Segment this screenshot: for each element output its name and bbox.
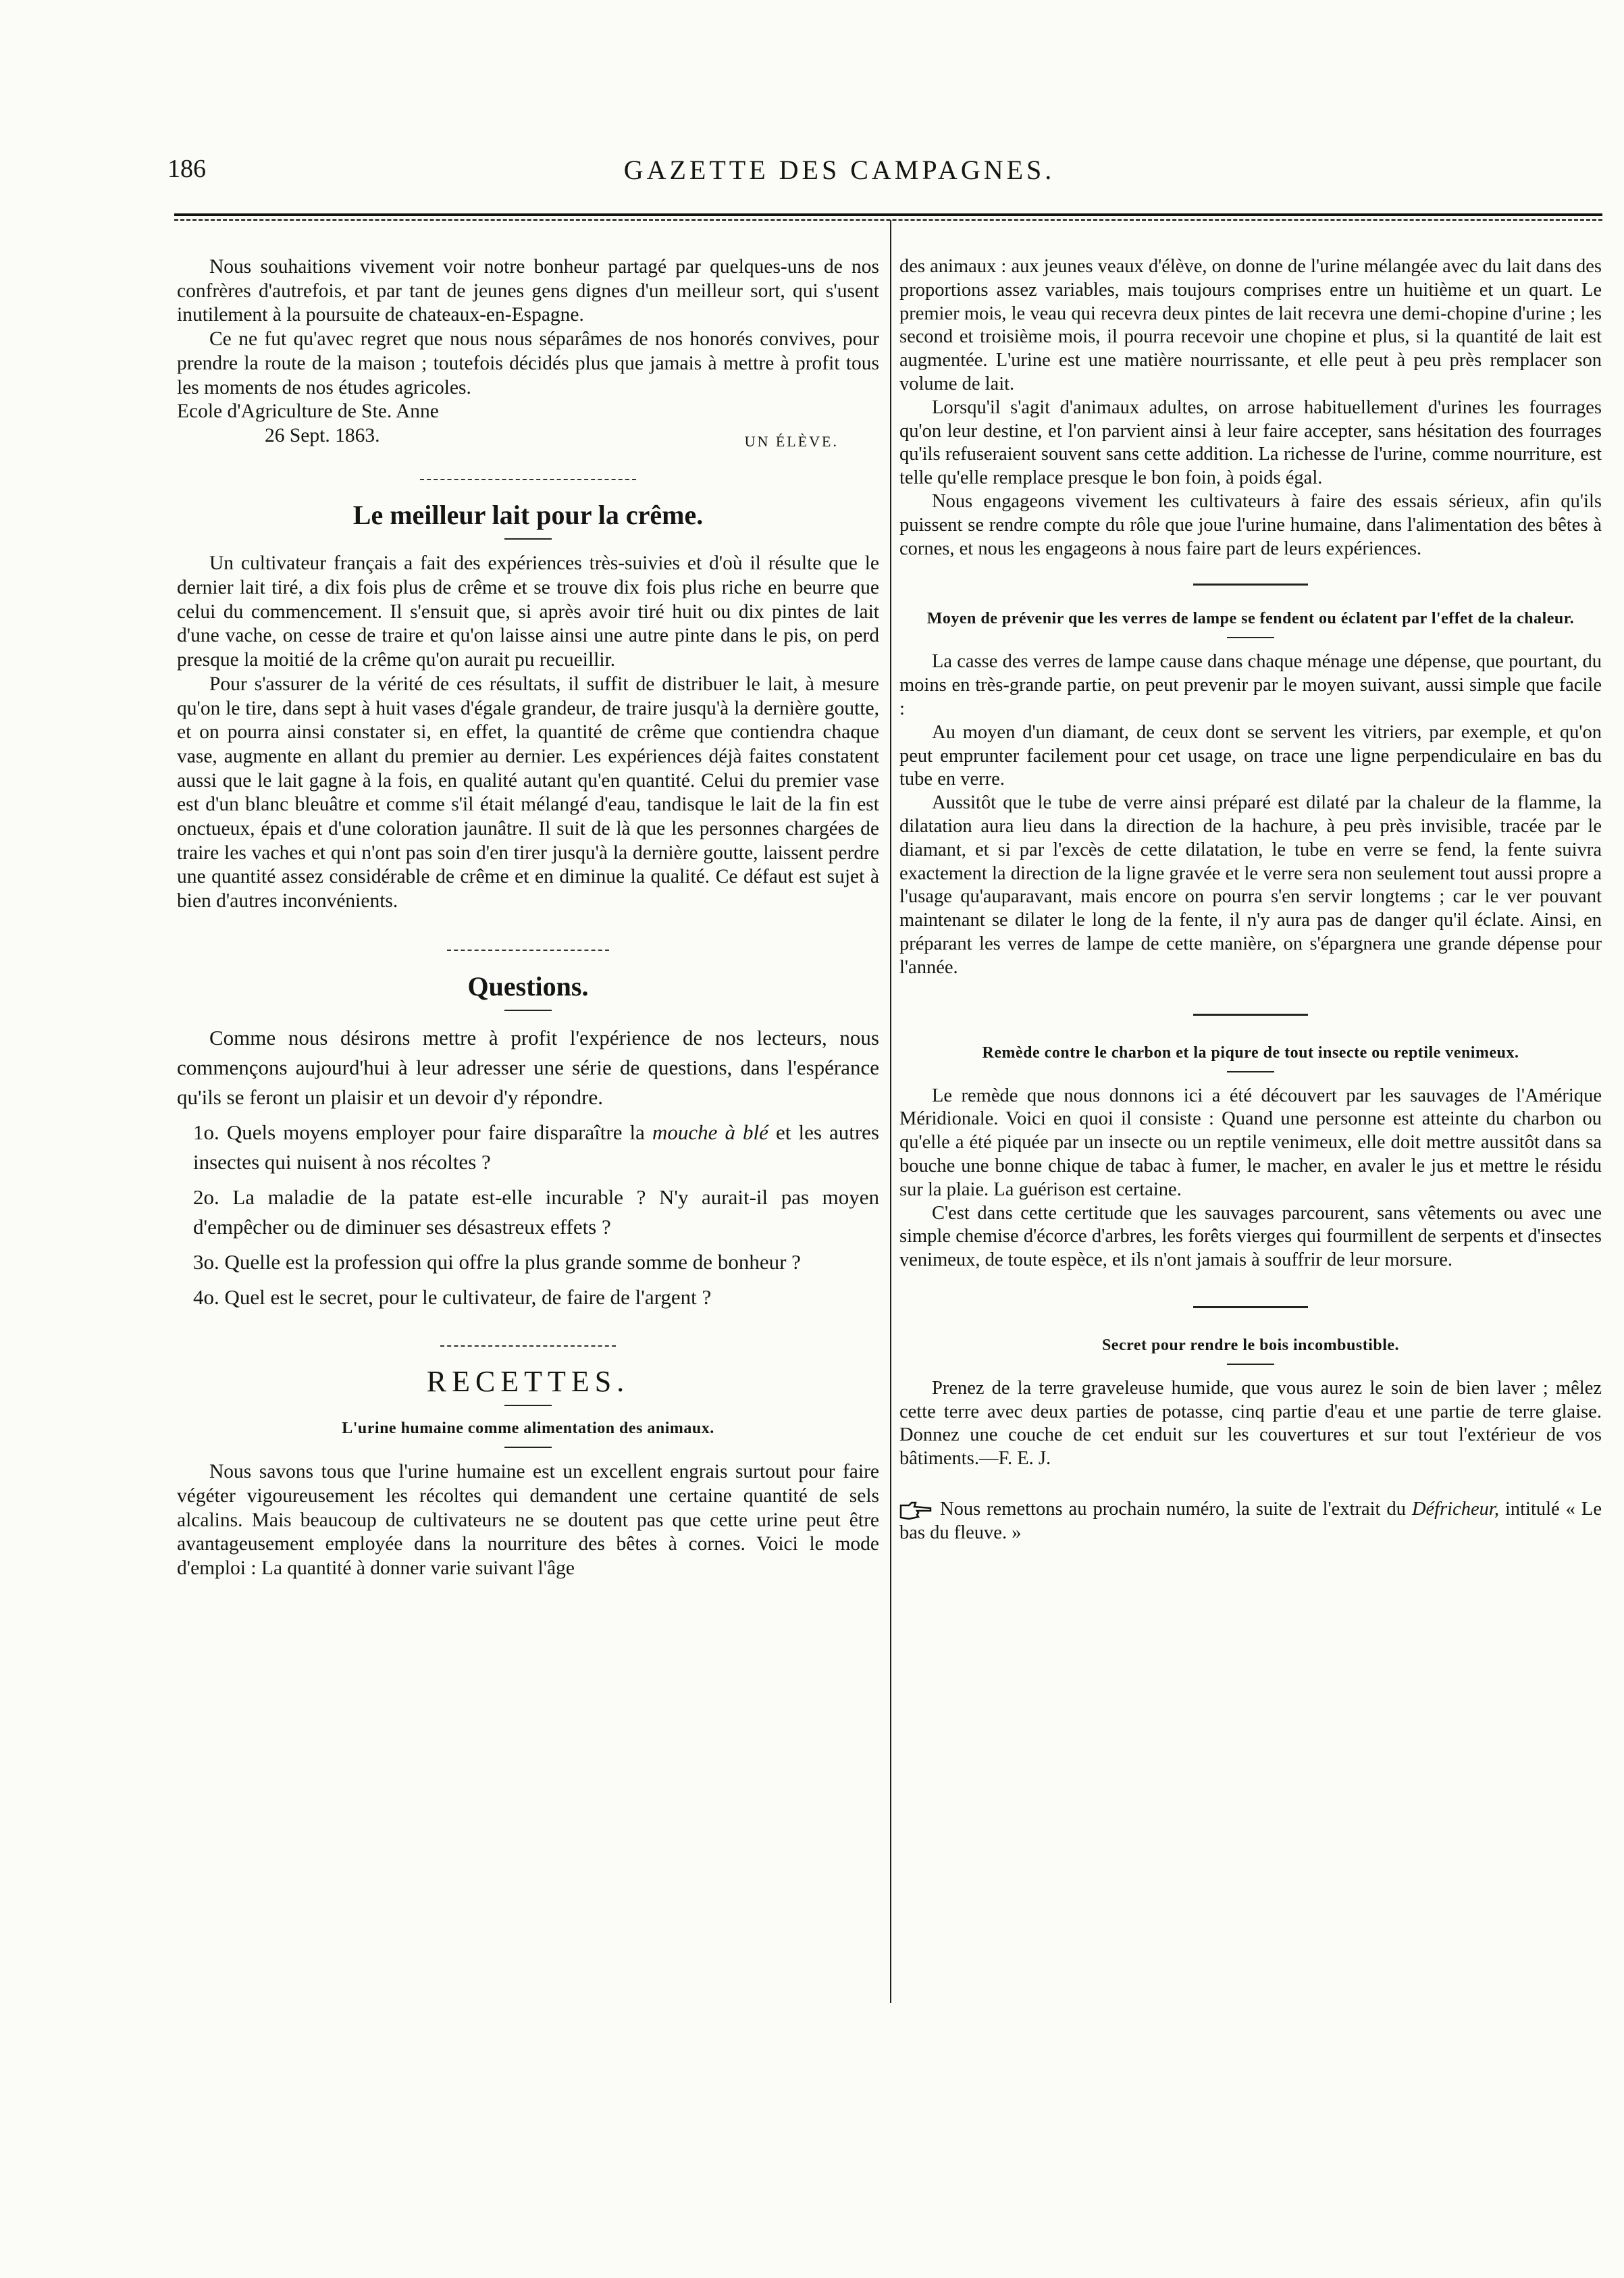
paragraph: Lorsqu'il s'agit d'animaux adultes, on arrose habituellement d'urines les fourrages qu'on leur destine, et l'on parvient ainsi à leur faire accepter, sans hésitation des fourrages qu'ils refuseraient souvent sans cette addition. La richesse de l'urine, comme nourriture, est telle qu'elle remplace presque le bon foin, à poids égal.	[899, 396, 1602, 489]
section-heading: RECETTES.	[426, 1365, 630, 1399]
paragraph: Ce ne fut qu'avec regret que nous nous séparâmes de nos honorés convives, pour prendre la route de la maison ; toutefois décidés plus que jamais à mettre à profit tous les moments de nos études agricoles.	[177, 328, 879, 398]
ornament-divider	[177, 937, 879, 961]
paragraph: C'est dans cette certitude que les sauvages parcourent, sans vêtements ou avec une simple chemise d'écorce d'arbres, les forêts vierges qui fourmillent de serpents et d'insectes venimeux, de toute espèce, et ils n'ont jamais à souffrir de leur morsure.	[899, 1202, 1602, 1271]
ornament-divider	[177, 1332, 879, 1357]
subheading: L'urine humaine comme alimentation des animaux.	[342, 1420, 714, 1438]
editor-note: Nous remettons au prochain numéro, la suite de l'extrait du Défricheur, intitulé « Le bas du fleuve. »	[899, 1499, 1602, 1543]
paragraph: Nous savons tous que l'urine humaine est un excellent engrais surtout pour faire végéter vigoureusement les récoltes qui demandent une certaine quantité de sels alcalins. Mais beaucoup de cultivateurs ne se doutent pas que cette urine peut être avantageusement employée dans la nourriture des bêtes à cornes. Voici le mode d'emploi : La quantité à donner varie suivant l'âge	[177, 1461, 879, 1580]
right-column	[899, 255, 1602, 1545]
running-title: GAZETTE DES CAMPAGNES.	[623, 155, 1055, 185]
paragraph: Prenez de la terre graveleuse humide, que vous aurez le soin de bien laver ; mêlez cette terre avec deux parties de potasse, cinq partie d'eau et une partie de terre glaise. Donnez une couche de cet enduit sur les couvertures et sur tout l'extérieur de vos bâtiments.—F. E. J.	[899, 1377, 1602, 1470]
paragraph: Nous engageons vivement les cultivateurs à faire des essais sérieux, afin qu'ils puissent se rendre compte du rôle que joue l'urine humaine, dans l'alimentation des bêtes à cornes, et nous les engageons à nous faire part de leurs expériences.	[899, 490, 1602, 559]
paragraph: Nous souhaitions vivement voir notre bonheur partagé par quelques-uns de nos confrères d'autrefois, et par tant de jeunes gens dignes d'un meilleur sort, qui s'usent inutilement à la poursuite de chateaux-en-Espagne.	[177, 256, 879, 326]
heading-dash	[504, 1405, 552, 1406]
paragraph: Pour s'assurer de la vérité de ces résultats, il suffit de distribuer le lait, à mesure qu'on le tire, dans sept à huit vases d'égale grandeur, de traire jusqu'à la dernière goutte, et on pourra ainsi constater si, en effet, la quantité de crême que contiendra chaque vase, augmente en allant du premier au dernier. Les expériences déjà faites constatent aussi que le lait gagne à la fois, en qualité autant qu'en quantité. Celui du premier vase est d'un blanc bleuâtre et comme s'il était mélangé d'eau, tandisque le lait de la fin est onctueux, épais et d'une coloration jaunâtre. Il suit de là que les personnes chargées de traire les vaches et qui n'ont pas soin d'en tirer jusqu'à la dernière goutte, laissent perdre une quantité assez considérable de crême et en diminue la qualité. Ce défaut est sujet à bien d'autres inconvénients.	[177, 673, 879, 912]
question-4: 4o. Quel est le secret, pour le cultivateur, de faire de l'argent ?	[193, 1285, 712, 1309]
paragraph: La casse des verres de lampe cause dans chaque ménage une dépense, que pourtant, du moins en très-grande partie, on peut prevenir par le moyen suivant, aussi simple que facile :	[899, 651, 1602, 719]
signoff	[177, 424, 879, 454]
paragraph: Un cultivateur français a fait des expériences très-suivies et d'où il résulte que le dernier lait tiré, a dix fois plus de crême et se trouve dix fois plus riche en beurre que celui du commencement. Il s'ensuit que, si après avoir tiré huit ou dix pintes de lait d'une vache, on cesse de traire et qu'on laisse ainsi une autre pinte dans le pis, on perd presque la moitié de la crême qu'on aurait pu recueillir.	[177, 552, 879, 671]
column-divider	[890, 220, 891, 2003]
ornament-divider	[177, 466, 879, 490]
heading-dash	[1227, 1364, 1274, 1365]
page-header	[167, 154, 1511, 195]
signer: UN ÉLÈVE.	[744, 432, 839, 450]
header-rule	[174, 213, 1602, 216]
section-divider	[1193, 584, 1308, 586]
questions-block	[177, 1023, 879, 1312]
emphasis: mouche à blé	[652, 1120, 768, 1144]
heading-dash	[504, 1010, 552, 1011]
page-number: 186	[167, 155, 206, 183]
paragraph: Aussitôt que le tube de verre ainsi préparé est dilaté par la chaleur de la flamme, la dilatation aura lieu dans la direction de la hachure, à peu près invisible, tracée par le diamant, et si par l'excès de cette dilatation, le tube en verre se fend, la fente suivra exactement la direction de la ligne gravée et le verre sera non seulement tout aussi propre a l'usage qu'auparavant, mais encore on pourra s'en servir longtems ; car le ver pouvant maintenant se dilater le long de la fente, il n'y aura pas de danger qu'il éclate. Ainsi, en préparant les verres de lampe de cette manière, on s'épargnera une grande dépense pour l'année.	[899, 792, 1602, 978]
school-line: Ecole d'Agriculture de Ste. Anne	[177, 400, 439, 423]
header-rule-dashed	[174, 219, 1602, 221]
paragraph: Comme nous désirons mettre à profit l'expérience de nos lecteurs, nous commençons aujourd'hui à leur adresser une série de questions, dans l'espérance qu'ils se feront un plaisir et un devoir d'y répondre.	[177, 1025, 879, 1109]
left-column	[177, 255, 879, 1581]
section-heading: Le meilleur lait pour la crême.	[352, 500, 704, 531]
subheading: Moyen de prévenir que les verres de lampe se fendent ou éclatent par l'effet de la chaleur.	[926, 610, 1575, 628]
paragraph: des animaux : aux jeunes veaux d'élève, on donne de l'urine mélangée avec du lait dans des proportions assez variables, mais toujours comprises entre un huitième et un quart. Le premier mois, le veau qui recevra deux pintes de lait recevra une demi-chopine d'urine ; les second et troisième mois, il pourra recevoir une chopine et plus, si la quantité de lait est augmentée. L'urine est une matière nourrissante, et elle peut à peu près remplacer son volume de lait.	[899, 256, 1602, 394]
subheading: Secret pour rendre le bois incombustible.	[1101, 1336, 1400, 1354]
question-3: 3o. Quelle est la profession qui offre la plus grande somme de bonheur ?	[193, 1249, 801, 1274]
heading-dash	[504, 1447, 552, 1448]
section-divider	[1193, 1014, 1308, 1016]
section-divider	[1193, 1306, 1308, 1308]
section-heading: Questions.	[467, 970, 589, 1002]
paragraph: Au moyen d'un diamant, de ceux dont se servent les vitriers, par exemple, et qu'on peut emprunter facilement pour cet usage, on trace une ligne perpendiculaire en bas du tube en verre.	[899, 721, 1602, 790]
heading-dash	[1227, 1071, 1274, 1072]
heading-dash	[1227, 637, 1274, 638]
paragraph: Le remède que nous donnons ici a été découvert par les sauvages de l'Amérique Méridionale. Voici en quoi il consiste : Quand une personne est atteinte du charbon ou qu'elle a été piquée par un insecte ou un reptile venimeux, elle doit mettre aussitôt dans sa bouche une bonne chique de tabac à fumer, le macher, en avaler le jus et mettre le résidu sur la plaie. La guérison est certaine.	[899, 1085, 1602, 1200]
date-line: 26 Sept. 1863.	[265, 424, 380, 446]
pointing-hand-icon	[899, 1501, 932, 1520]
emphasis: Défricheur,	[1411, 1499, 1499, 1520]
question-2: 2o. La maladie de la patate est-elle incurable ? N'y aurait-il pas moyen d'empêcher ou de diminuer ses désastreux effets ?	[193, 1185, 879, 1239]
heading-dash	[504, 538, 552, 540]
question-1: 1o. Quels moyens employer pour faire disparaître la mouche à blé et les autres insectes qui nuisent à nos récoltes ?	[193, 1120, 879, 1174]
subheading: Remède contre le charbon et la piqure de tout insecte ou reptile venimeux.	[982, 1043, 1519, 1062]
